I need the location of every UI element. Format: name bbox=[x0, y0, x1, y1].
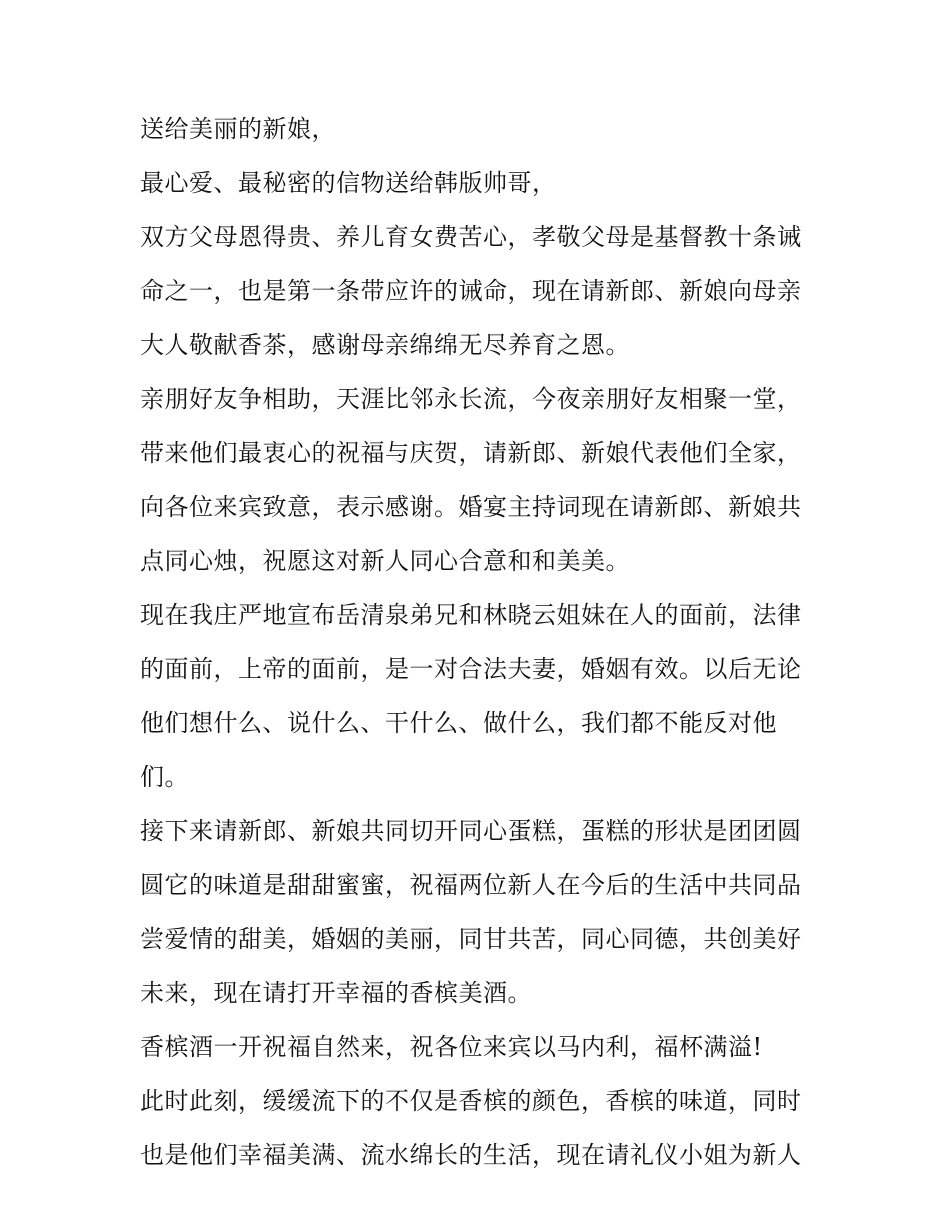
text-line: 接下来请新郎、新娘共同切开同心蛋糕，蛋糕的形状是团团圆 bbox=[140, 817, 802, 845]
text-line: 也是他们幸福美满、流水绵长的生活，现在请礼仪小姐为新人 bbox=[140, 1141, 802, 1169]
text-line: 送给美丽的新娘， bbox=[140, 115, 336, 143]
text-line: 的面前，上帝的面前，是一对合法夫妻，婚姻有效。以后无论 bbox=[140, 655, 802, 683]
text-line: 带来他们最衷心的祝福与庆贺，请新郎、新娘代表他们全家， bbox=[140, 439, 802, 467]
document-body bbox=[140, 102, 820, 1182]
text-line: 他们想什么、说什么、干什么、做什么，我们都不能反对他 bbox=[140, 709, 777, 737]
text-line: 大人敬献香茶，感谢母亲绵绵无尽养育之恩。 bbox=[140, 331, 630, 359]
text-line: 现在我庄严地宣布岳清泉弟兄和林晓云姐妹在人的面前，法律 bbox=[140, 601, 802, 629]
text-line: 圆它的味道是甜甜蜜蜜，祝福两位新人在今后的生活中共同品 bbox=[140, 871, 802, 899]
text-line: 亲朋好友争相助，天涯比邻永长流，今夜亲朋好友相聚一堂， bbox=[140, 385, 802, 413]
text-line: 向各位来宾致意，表示感谢。婚宴主持词现在请新郎、新娘共 bbox=[140, 493, 802, 521]
text-line: 未来，现在请打开幸福的香槟美酒。 bbox=[140, 979, 532, 1007]
text-line: 双方父母恩得贵、养儿育女费苦心，孝敬父母是基督教十条诫 bbox=[140, 223, 802, 251]
text-line: 香槟酒一开祝福自然来，祝各位来宾以马内利，福杯满溢! bbox=[140, 1033, 763, 1061]
text-line: 尝爱情的甜美，婚姻的美丽，同甘共苦，同心同德，共创美好 bbox=[140, 925, 802, 953]
text-line: 此时此刻，缓缓流下的不仅是香槟的颜色，香槟的味道，同时 bbox=[140, 1087, 802, 1115]
text-line: 最心爱、最秘密的信物送给韩版帅哥， bbox=[140, 169, 557, 197]
text-line: 命之一，也是第一条带应许的诫命，现在请新郎、新娘向母亲 bbox=[140, 277, 802, 305]
text-line: 点同心烛，祝愿这对新人同心合意和和美美。 bbox=[140, 547, 630, 575]
text-line: 们。 bbox=[140, 763, 189, 791]
